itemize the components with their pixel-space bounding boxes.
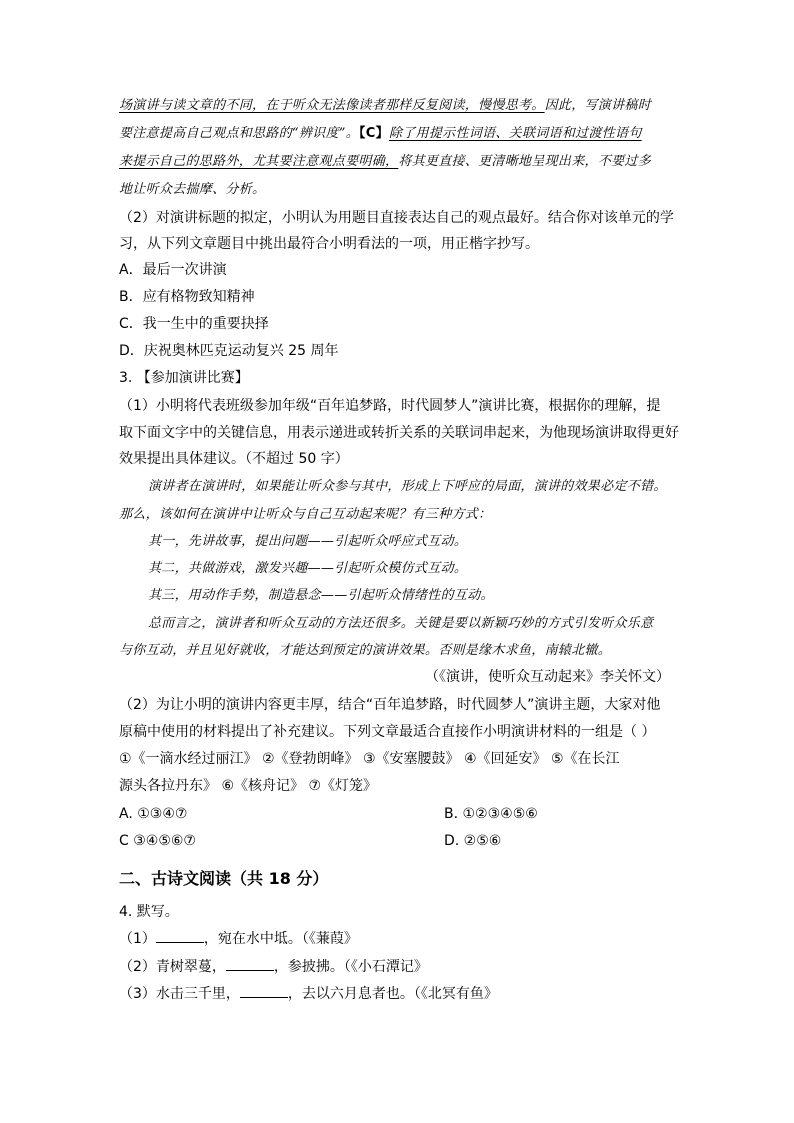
q3-sub1-line-1: （1）小明将代表班级参加年级“百年追梦路，时代圆梦人”演讲比赛，根据你的理解，提	[119, 398, 661, 414]
q4-title: 4. 默写。	[119, 904, 179, 920]
passage-text: 将其更直接、更清晰地呈现出来，不要过多	[398, 154, 652, 169]
passage-text: 要注意提高自己观点和思路的“辨识度”。	[119, 126, 359, 141]
q4-item-3	[119, 983, 498, 1004]
section-2-heading: 二、古诗文阅读（共 18 分）	[119, 869, 329, 888]
answer-blank[interactable]	[240, 983, 288, 998]
item-text: ，去以六月息者也。（《北冥有鱼》	[287, 986, 498, 1002]
q3-sub1-line-2: 取下面文字中的关键信息，用表示递进或转折关系的关联词串起来，为他现场演讲取得更好	[119, 425, 679, 441]
item-text: ，参披拂。（《小石潭记》	[273, 959, 428, 975]
passage-line-3	[119, 152, 651, 172]
q2-option-d: D．庆祝奥林匹克运动复兴 25 周年	[119, 343, 339, 359]
choice-a: A. ①③④⑦	[119, 806, 188, 822]
quote-line-6: 总而言之，演讲者和听众互动的方法还很多。关键是要以新颖巧妙的方式引发听众乐意	[148, 616, 654, 631]
choice-d: D. ②⑤⑥	[444, 833, 502, 849]
answer-blank[interactable]	[226, 956, 274, 971]
quote-source: （《演讲，使听众互动起来》李关怀文）	[425, 669, 670, 685]
choice-b: B. ①②③④⑤⑥	[444, 806, 538, 822]
item-number: （1）	[119, 931, 156, 947]
q2-stem-line-2: 习，从下列文章题目中挑出最符合小明看法的一项，用正楷字抄写。	[119, 236, 539, 252]
item-number: （3）	[119, 986, 156, 1002]
passage-line-4: 地让听众去揣摩、分析。	[119, 182, 266, 197]
quote-line-5: 其三，用动作手势，制造悬念——引起听众情绪性的互动。	[148, 588, 494, 603]
choice-c: C ③④⑤⑥⑦	[119, 833, 196, 849]
quote-line-1: 演讲者在演讲时，如果能让听众参与其中，形成上下呼应的局面，演讲的效果必定不错。	[148, 479, 667, 494]
q3-title: 3. 【参加演讲比赛】	[119, 370, 249, 386]
q3-sub1-line-3: 效果提出具体建议。（不超过 50 字）	[119, 451, 349, 467]
item-number: （2）	[119, 959, 156, 975]
q3-sub2-line-2: 原稿中使用的材料提出了补充建议。下列文章最适合直接作小明演讲材料的一组是（ ）	[119, 724, 656, 740]
q3-sub2-line-4: 源头各拉丹东》 ⑥《核舟记》 ⑦《灯笼》	[119, 778, 378, 794]
item-text: ，宛在水中坻。（《蒹葭》	[203, 931, 358, 947]
quote-line-3: 其一，先讲故事，提出问题——引起听众呼应式互动。	[148, 534, 468, 549]
q4-item-1	[119, 928, 358, 949]
passage-text: 因此，写演讲稿时	[544, 98, 652, 113]
item-text: 青树翠蔓，	[155, 959, 226, 975]
q2-stem-line-1: （2）对演讲标题的拟定，小明认为用题目直接表达自己的观点最好。结合你对该单元的学	[119, 210, 674, 226]
q4-item-2	[119, 956, 428, 977]
marker-c: 【C】	[359, 126, 389, 141]
answer-blank[interactable]	[156, 928, 204, 943]
item-text: 水击三千里，	[155, 986, 240, 1002]
q2-option-a: A．最后一次讲演	[119, 262, 227, 278]
q3-sub2-line-1: （2）为让小明的演讲内容更丰厚，结合“百年追梦路，时代圆梦人”演讲主题，大家对他	[119, 697, 661, 713]
passage-underlined-text: 除了用提示性词语、关联词语和过渡性语句	[388, 126, 642, 141]
q2-option-c: C．我一生中的重要抉择	[119, 316, 269, 332]
passage-line-1	[119, 96, 651, 116]
quote-line-4: 其二，共做游戏，激发兴趣——引起听众模仿式互动。	[148, 561, 468, 576]
q2-option-b: B．应有格物致知精神	[119, 289, 255, 305]
q3-sub2-line-3: ①《一滴水经过丽江》 ②《登勃朗峰》 ③《安塞腰鼓》 ④《回延安》 ⑤《在长江	[119, 751, 620, 767]
passage-line-2	[119, 124, 642, 144]
quote-line-2: 那么，该如何在演讲中让听众与自己互动起来呢？有三种方式：	[119, 507, 492, 522]
quote-line-7: 与你互动，并且见好就收，才能达到预定的演讲效果。否则是缘木求鱼，南辕北辙。	[119, 643, 612, 658]
passage-underlined-text: 场演讲与读文章的不同，在于听众无法像读者那样反复阅读，慢慢思考。	[119, 98, 545, 113]
passage-underlined-text: 来提示自己的思路外，尤其要注意观点要明确，	[119, 154, 399, 169]
